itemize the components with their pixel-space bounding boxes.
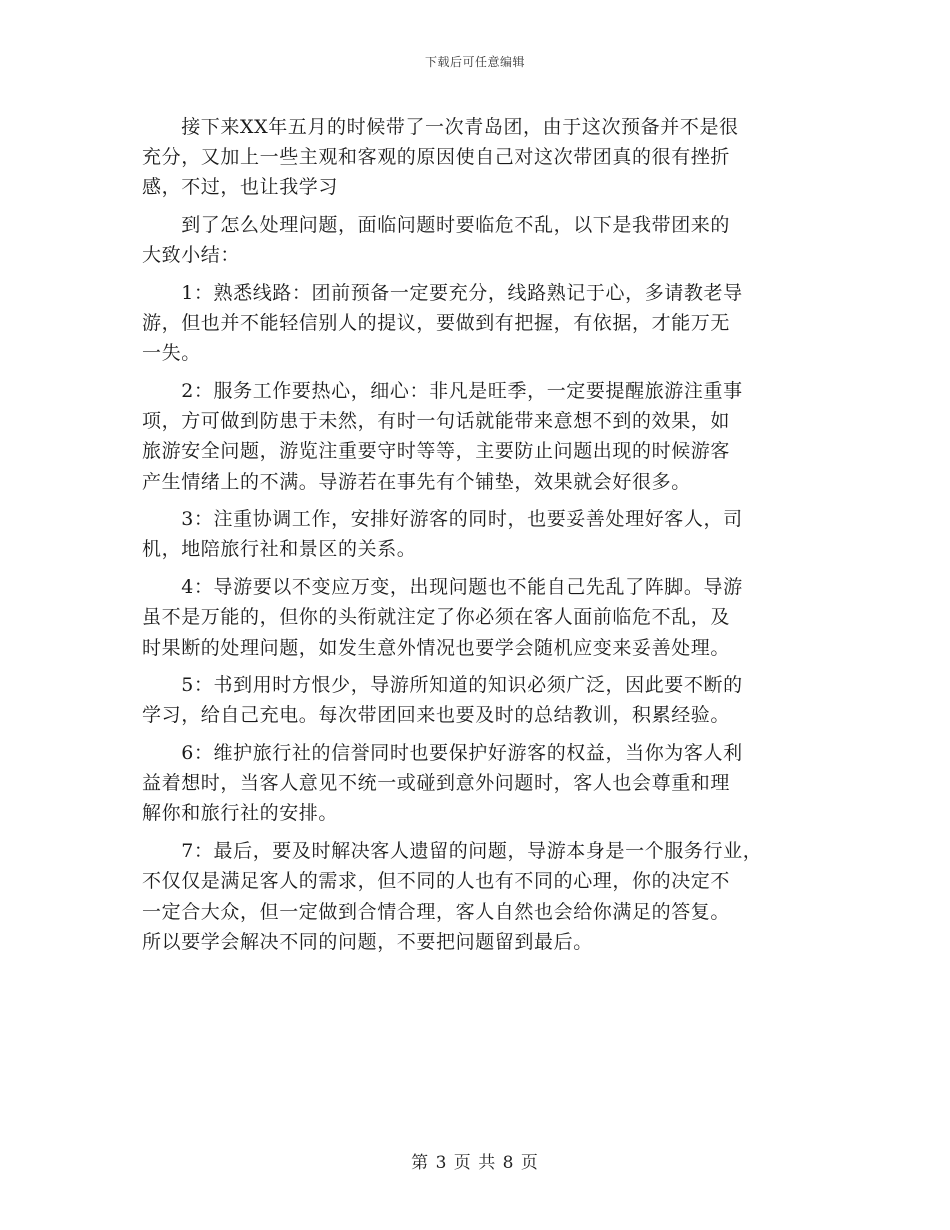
text-line: 2：服务工作要热心，细心：非凡是旺季，一定要提醒旅游注重事	[142, 380, 743, 402]
text-line: 益着想时，当客人意见不统一或碰到意外问题时，客人也会尊重和理	[142, 772, 731, 795]
text-line: 1：熟悉线路：团前预备一定要充分，线路熟记于心，多请教老导	[142, 281, 743, 304]
text-line: 3：注重协调工作，安排好游客的同时，也要妥善处理好客人，司	[142, 508, 743, 531]
text-line: 一失。	[142, 342, 201, 365]
text-line: 一定合大众，但一定做到合情合理，客人自然也会给你满足的答复。	[142, 900, 731, 923]
text-line: 产生情绪上的不满。导游若在事先有个铺垫，效果就会好很多。	[142, 470, 691, 493]
text-line: 旅游安全问题，游览注重要守时等等，主要防止问题出现的时候游客	[142, 440, 731, 463]
document-body	[142, 112, 810, 957]
text-line: 感，不过，也让我学习	[142, 176, 339, 199]
text-line: 项，方可做到防患于未然，有时一句话就能带来意想不到的效果，如	[142, 410, 731, 433]
paragraph-2	[142, 210, 810, 270]
page-number-footer: 第 3 页 共 8 页	[411, 1153, 539, 1173]
paragraph-1	[142, 112, 810, 203]
text-line: 大致小结：	[142, 244, 241, 267]
text-line: 4：导游要以不变应万变，出现问题也不能自己先乱了阵脚。导游	[142, 576, 743, 599]
text-line: 不仅仅是满足客人的需求，但不同的人也有不同的心理，你的决定不	[142, 870, 731, 893]
text-line: 游，但也并不能轻信别人的提议，要做到有把握，有依据，才能万无	[142, 312, 731, 335]
paragraph-3	[142, 278, 810, 369]
page-header: 下载后可任意编辑	[424, 55, 525, 69]
text-line: 学习，给自己充电。每次带团回来也要及时的总结教训，积累经验。	[142, 704, 731, 727]
text-line: 虽不是万能的，但你的头衔就注定了你必须在客人面前临危不乱，及	[142, 606, 731, 629]
text-line: 所以要学会解决不同的问题，不要把问题留到最后。	[142, 930, 593, 953]
paragraph-5	[142, 504, 810, 564]
text-line: 充分，又加上一些主观和客观的原因使自己对这次带团真的很有挫折	[142, 146, 731, 169]
paragraph-9	[142, 836, 810, 957]
paragraph-4	[142, 376, 810, 497]
text-line: 解你和旅行社的安排。	[142, 802, 339, 825]
paragraph-8	[142, 738, 810, 829]
text-line: 机，地陪旅行社和景区的关系。	[142, 538, 417, 561]
text-line: 接下来XX年五月的时候带了一次青岛团，由于这次预备并不是很	[142, 116, 739, 138]
text-line: 到了怎么处理问题，面临问题时要临危不乱，以下是我带团来的	[142, 214, 731, 237]
text-line: 时果断的处理问题，如发生意外情况也要学会随机应变来妥善处理。	[142, 636, 731, 659]
text-line: 6：维护旅行社的信誉同时也要保护好游客的权益，当你为客人利	[142, 742, 743, 765]
text-line: 7：最后，要及时解决客人遗留的问题，导游本身是一个服务行业，	[142, 840, 763, 863]
paragraph-7	[142, 670, 810, 730]
text-line: 5：书到用时方恨少，导游所知道的知识必须广泛，因此要不断的	[142, 674, 743, 697]
paragraph-6	[142, 572, 810, 663]
